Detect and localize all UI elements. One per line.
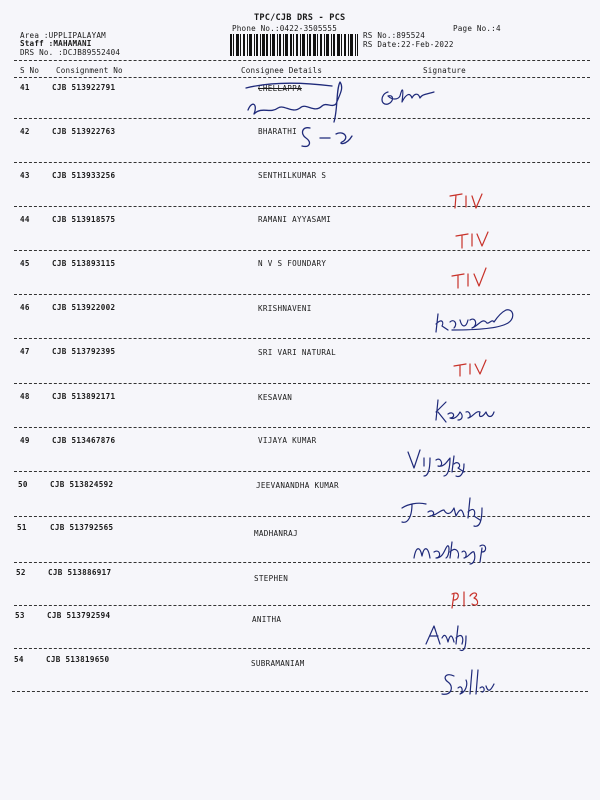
table-row — [0, 254, 600, 298]
row-consignment: CJB 513922791 — [52, 83, 116, 92]
row-divider — [14, 562, 590, 563]
row-divider — [14, 162, 590, 163]
column-sno: S No — [20, 66, 40, 75]
signature-subramaniam — [436, 666, 506, 706]
table-row — [0, 652, 600, 696]
row-consignment: CJB 513892171 — [52, 392, 116, 401]
table-row — [0, 210, 600, 254]
column-consignment: Consignment No — [56, 66, 123, 75]
signature-vijaykumar — [404, 446, 484, 480]
row-consignee: CHELLAPPA — [258, 84, 302, 93]
table-row — [0, 431, 600, 475]
signature-initials-row45 — [448, 266, 492, 292]
row-divider — [14, 206, 590, 207]
row-consignment: CJB 513933256 — [52, 171, 116, 180]
row-divider — [14, 471, 590, 472]
row-consignment: CJB 513922002 — [52, 303, 116, 312]
row-consignee: SENTHILKUMAR S — [258, 171, 327, 180]
row-sno: 45 — [20, 259, 30, 268]
row-sno: 49 — [20, 436, 30, 445]
row-sno: 50 — [18, 480, 28, 489]
signature-anitha — [422, 622, 482, 652]
row-consignment: CJB 513893115 — [52, 259, 116, 268]
row-consignment: CJB 513886917 — [48, 568, 112, 577]
table-row — [0, 609, 600, 653]
barcode-image — [230, 34, 358, 56]
signature-initials-row43 — [446, 190, 486, 212]
table-row — [0, 520, 600, 564]
row-consignee: RAMANI AYYASAMI — [258, 215, 332, 224]
table-row — [0, 566, 600, 610]
row-consignee: BHARATHI — [258, 127, 297, 136]
row-consignee: VIJAYA KUMAR — [258, 436, 317, 445]
signature-scribble-row41 — [240, 80, 370, 150]
phone-number: Phone No.:0422-3505555 — [232, 24, 337, 33]
rs-number: RS No.:895524 — [363, 31, 426, 40]
row-divider — [14, 427, 590, 428]
row-sno: 44 — [20, 215, 30, 224]
row-sno: 46 — [20, 303, 30, 312]
column-signature: Signature — [423, 66, 466, 75]
row-divider — [14, 648, 590, 649]
row-consignment: CJB 513922763 — [52, 127, 116, 136]
row-sno: 51 — [17, 523, 27, 532]
row-consignee: SRI VARI NATURAL — [258, 348, 336, 357]
row-consignment: CJB 513819650 — [46, 655, 110, 664]
row-consignee: N V S FOUNDARY — [258, 259, 327, 268]
row-sno: 41 — [20, 83, 30, 92]
row-divider — [14, 383, 590, 384]
page-number: Page No.:4 — [453, 24, 501, 33]
signature-initials-row52 — [448, 586, 484, 612]
table-row — [0, 166, 600, 210]
row-consignment: CJB 513467876 — [52, 436, 116, 445]
row-consignment: CJB 513792395 — [52, 347, 116, 356]
drs-number: DRS No. :DCJB89552404 — [20, 48, 121, 57]
table-row — [0, 342, 600, 386]
row-consignee: SUBRAMANIAM — [251, 659, 305, 668]
area-label: Area :UPPLIPALAYAM — [20, 31, 106, 40]
row-consignee: STEPHEN — [254, 574, 289, 583]
row-consignee: KRISHNAVENI — [258, 304, 312, 313]
staff-label: Staff :MAHAMANI — [20, 39, 92, 48]
row-sno: 42 — [20, 127, 30, 136]
row-sno: 53 — [15, 611, 25, 620]
row-consignee: ANITHA — [252, 615, 282, 624]
row-divider — [14, 294, 590, 295]
sheet-title: TPC/CJB DRS - PCS — [254, 13, 346, 23]
signature-krishnaveni — [432, 304, 522, 338]
row-sno: 54 — [14, 655, 24, 664]
rs-date: RS Date:22-Feb-2022 — [363, 40, 454, 49]
signature-initials-row44 — [452, 228, 492, 250]
header-divider-top — [14, 60, 590, 61]
row-sno: 47 — [20, 347, 30, 356]
column-consignee: Consignee Details — [241, 66, 323, 75]
row-consignee: MADHANRAJ — [254, 529, 298, 538]
row-divider — [14, 250, 590, 251]
signature-kesavan — [432, 396, 512, 426]
row-consignee: JEEVANANDHA KUMAR — [256, 481, 339, 490]
row-consignment: CJB 513792565 — [50, 523, 114, 532]
header-divider-bottom — [14, 77, 590, 78]
signature-scribble-row41-b — [378, 84, 448, 112]
row-consignment: CJB 513824592 — [50, 480, 114, 489]
signature-jeevanandha — [398, 494, 508, 530]
table-row — [0, 475, 600, 519]
row-divider — [14, 605, 590, 606]
row-consignment: CJB 513918575 — [52, 215, 116, 224]
row-sno: 48 — [20, 392, 30, 401]
row-sno: 52 — [16, 568, 26, 577]
signature-initials-row47 — [450, 356, 490, 378]
row-divider — [14, 338, 590, 339]
row-consignment: CJB 513792594 — [47, 611, 111, 620]
row-sno: 43 — [20, 171, 30, 180]
signature-madhanraj — [410, 536, 500, 568]
row-consignee: KESAVAN — [258, 393, 293, 402]
